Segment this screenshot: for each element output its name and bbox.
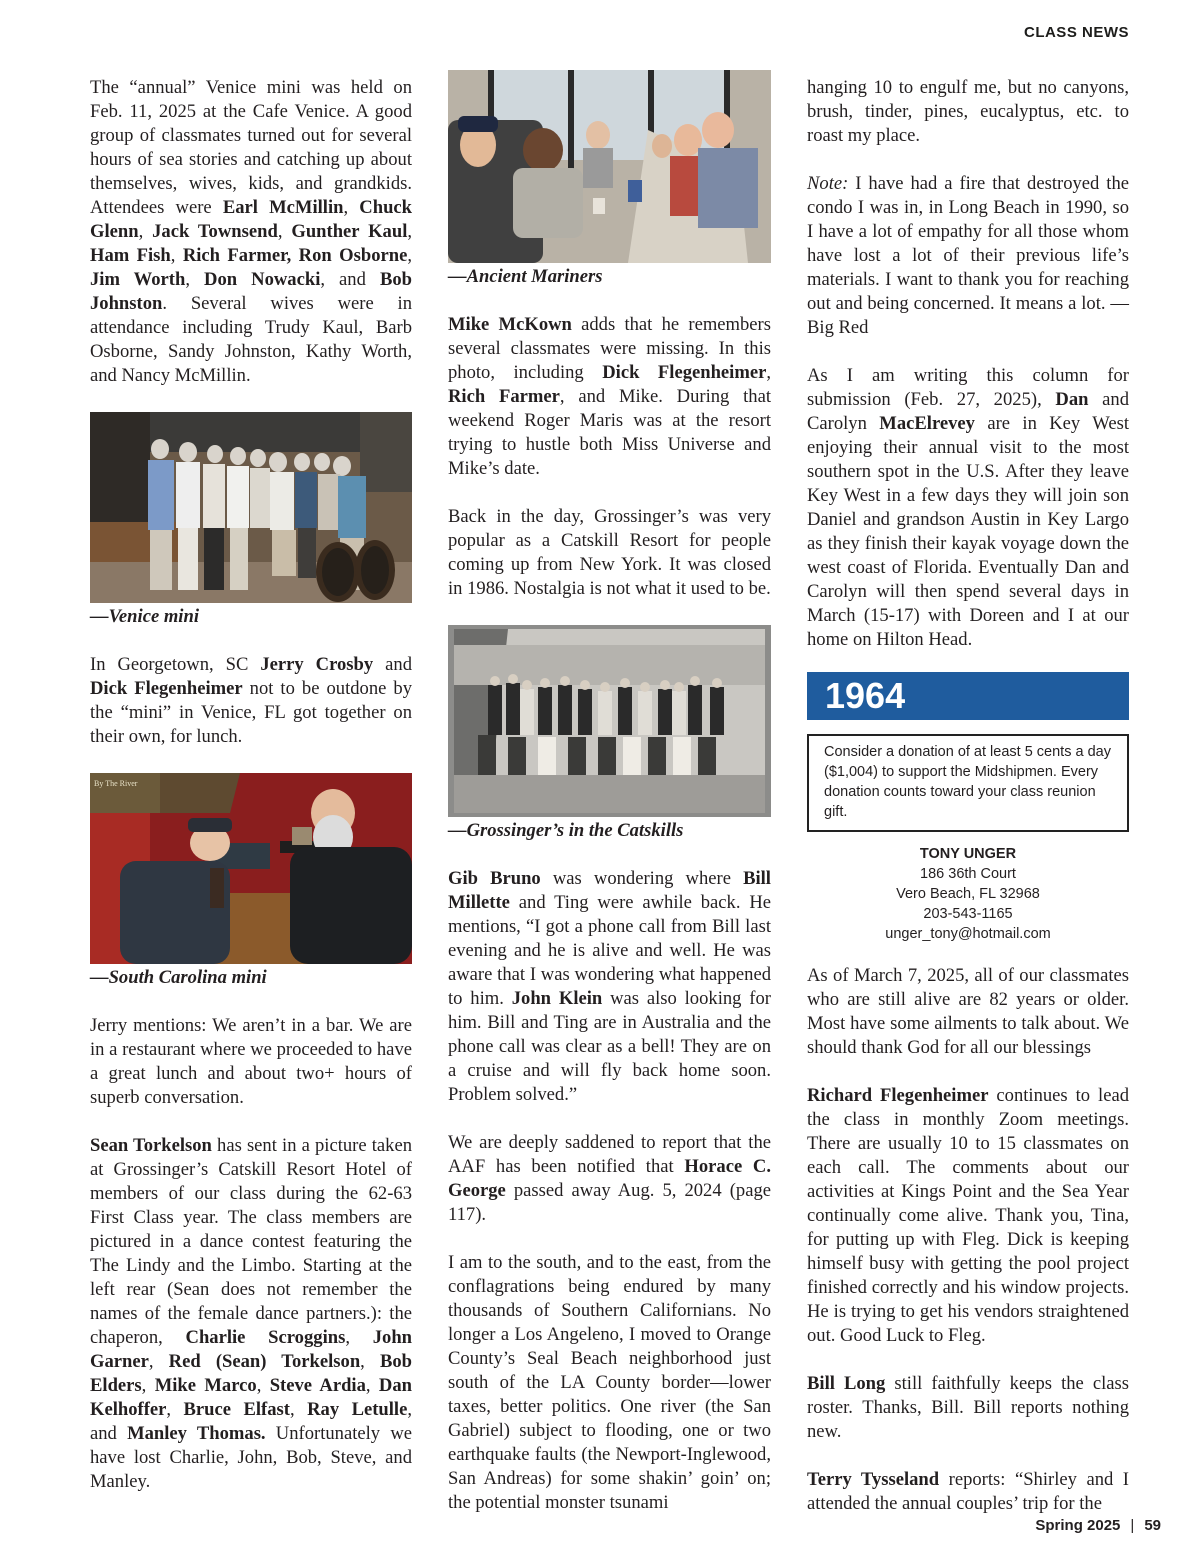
mckown-paragraph: Mike McKown adds that he remembers several classmates were missing. In this photo, including Dick Flegenheimer, Rich Farmer, and Mike. During that weekend Roger Maris was at the resort trying to hustle both Miss Universe and Mike’s date. bbox=[448, 314, 771, 479]
tysseland-paragraph: Terry Tysseland reports: “Shirley and I attended the annual couples’ trip for the bbox=[807, 1469, 1129, 1514]
california-paragraph: I am to the south, and to the east, from the conflagrations being endured by many thousands of Southern Californians. No longer a Los Angeleno, I moved to Orange County’s Seal Beach neighborhood just south of the LA County border—lower taxes, better politics. One river (the San Gabriel) subject to flooding, one or two earthquake faults (the Newport-Inglewood, San Andreas) for some shakin’ goin’ on; the potential monster tsunami bbox=[448, 1252, 771, 1513]
section-label: CLASS NEWS bbox=[1023, 24, 1129, 41]
page-number: 59 bbox=[1144, 1517, 1161, 1534]
contact-name: TONY UNGER bbox=[919, 846, 1017, 862]
donation-box: Consider a donation of at least 5 cents a day ($1,004) to support the Midshipmen. Every donation counts toward your class reunion gift. bbox=[807, 734, 1129, 832]
ancient-mariners-caption: —Ancient Mariners bbox=[448, 266, 603, 287]
issue-label: Spring 2025 bbox=[1035, 1517, 1121, 1534]
george-paragraph: We are deeply saddened to report that the AAF has been notified that Horace C. George passed away Aug. 5, 2024 (page 117). bbox=[448, 1132, 771, 1225]
column-1 bbox=[90, 76, 412, 1518]
column-3 bbox=[807, 76, 1129, 1540]
grossingers-photo bbox=[448, 625, 771, 817]
jerry-paragraph: Jerry mentions: We aren’t in a bar. We are in a restaurant where we proceeded to have a great lunch and about two+ hours of superb conversation. bbox=[90, 1015, 412, 1108]
note-paragraph: Note: I have had a fire that destroyed the condo I was in, in Long Beach in 1990, so I have a lot of empathy for all those whom have lost a lot of their previous life’s materials. I want to thank you for reaching out and being concerned. It means a lot. —Big Red bbox=[807, 173, 1129, 338]
venice-caption: —Venice mini bbox=[90, 606, 199, 627]
ancient-mariners-photo bbox=[448, 70, 771, 263]
south-carolina-photo bbox=[90, 773, 412, 964]
venice-paragraph: The “annual” Venice mini was held on Feb. 11, 2025 at the Cafe Venice. A good group of classmates turned out for several hours of sea stories and catching up about themselves, wives, kids, and grandkids. Attendees were Earl McMillin, Chuck Glenn, Jack Townsend, Gunther Kaul, Ham Fish, Rich Farmer, Ron Osborne, Jim Worth, Don Nowacki, and Bob Johnston. Several wives were in attendance including Trudy Kaul, Barb Osborne, Sandy Johnston, Kathy Worth, and Nancy McMillin. bbox=[90, 77, 413, 386]
grossingers-paragraph: Back in the day, Grossinger’s was very popular as a Catskill Resort for people coming up from New York. It was closed in 1986. Nostalgia is not what it used to be. bbox=[448, 506, 771, 599]
georgetown-paragraph: In Georgetown, SC Jerry Crosby and Dick Flegenheimer not to be outdone by the “mini” in Venice, FL got together on their own, for lunch. bbox=[90, 654, 413, 747]
contact-email[interactable]: unger_tony@hotmail.com bbox=[885, 926, 1051, 942]
flegenheimer-paragraph: Richard Flegenheimer continues to lead the class in monthly Zoom meetings. There are usually 10 to 15 classmates on each call. The comments about our activities at Kings Point and the Sea Year continually come alive. Thank you, Tina, for putting up with Fleg. Dick is keeping himself busy with getting the pool project finished correctly and his window projects. He is trying to get his vendors straightened out. Good Luck to Fleg. bbox=[807, 1085, 1129, 1346]
grossingers-caption: —Grossinger’s in the Catskills bbox=[448, 820, 684, 841]
class-year-banner: 1964 bbox=[807, 672, 1129, 720]
page-footer bbox=[1035, 1517, 1161, 1534]
continuation-paragraph: hanging 10 to engulf me, but no canyons, brush, tinder, pines, eucalyptus, etc. to roast my place. bbox=[807, 77, 1129, 146]
bruno-paragraph: Gib Bruno was wondering where Bill Millette and Ting were awhile back. He mentions, “I got a phone call from Bill last evening and he is alive and well. He was aware that I was wondering what happened to him. John Klein was also looking for him. Bill and Ting are in Australia and the phone call was clear as a bell! They are on a cruise and will fly back home soon. Problem solved.” bbox=[448, 868, 771, 1105]
macelrevey-paragraph: As I am writing this column for submission (Feb. 27, 2025), Dan and Carolyn MacElrevey are in Key West enjoying their annual visit to the most southern spot in the U.S. After they leave Key West in a few days they will join son Daniel and grandson Austin in Key Largo as they finish their kayak voyage down the west coast of Florida. Eventually Dan and Carolyn will then spend several days in March (15-17) with Doreen and I at our home on Hilton Head. bbox=[807, 365, 1129, 650]
class-secretary-contact bbox=[807, 844, 1129, 944]
footer-separator: | bbox=[1130, 1517, 1135, 1534]
contact-city: Vero Beach, FL 32968 bbox=[896, 886, 1040, 902]
column-2 bbox=[448, 70, 771, 1539]
venice-mini-photo bbox=[90, 412, 412, 603]
long-paragraph: Bill Long still faithfully keeps the class roster. Thanks, Bill. Bill reports nothing new. bbox=[807, 1373, 1130, 1442]
torkelson-paragraph: Sean Torkelson has sent in a picture taken at Grossinger’s Catskill Resort Hotel of members of our class during the 62-63 First Class year. The class members are pictured in a dance contest featuring the The Lindy and the Limbo. Starting at the left rear (Sean does not remember the names of the female dance partners.): the chaperon, Charlie Scroggins, John Garner, Red (Sean) Torkelson, Bob Elders, Mike Marco, Steve Ardia, Dan Kelhoffer, Bruce Elfast, Ray Letulle, and Manley Thomas. Unfortunately we have lost Charlie, John, Bob, Steve, and Manley. bbox=[90, 1135, 413, 1492]
restaurant-sign-text: By The River bbox=[94, 779, 138, 788]
south-carolina-caption: —South Carolina mini bbox=[90, 967, 267, 988]
age-paragraph: As of March 7, 2025, all of our classmates who are still alive are 82 years or older. Most have some ailments to talk about. We should thank God for all our blessings bbox=[807, 965, 1129, 1058]
contact-phone: 203-543-1165 bbox=[923, 906, 1013, 922]
contact-street: 186 36th Court bbox=[920, 866, 1016, 882]
